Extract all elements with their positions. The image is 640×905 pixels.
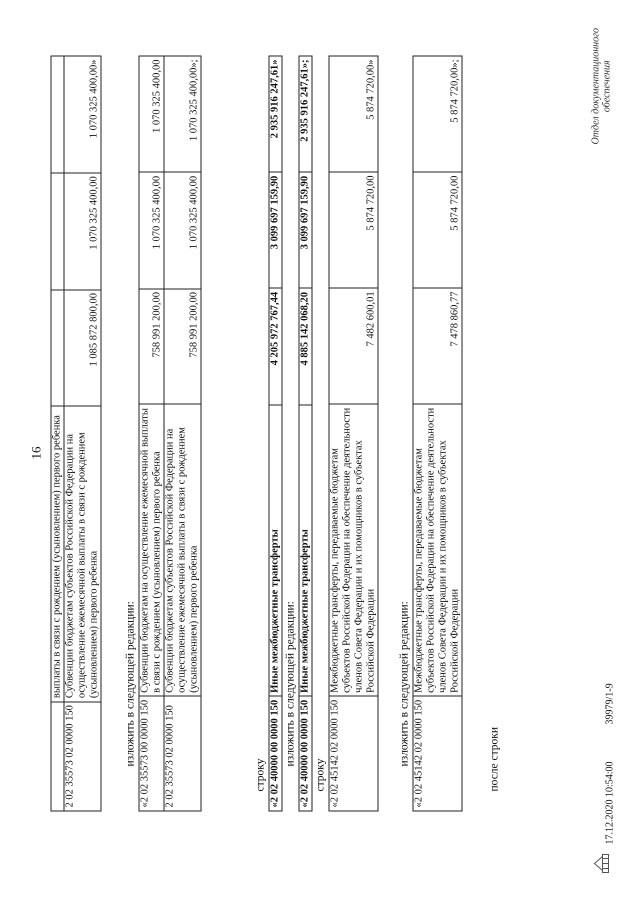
value-cell: 2 935 916 247,61» <box>269 56 282 172</box>
value-cell: 1 070 325 400,00 <box>164 172 201 288</box>
value-cell: 3 099 697 159,90 <box>269 172 282 288</box>
value-cell <box>51 290 64 407</box>
value-cell: 3 099 697 159,90 <box>299 172 312 288</box>
instruction-label: изложить в следующей редакции: <box>124 601 136 767</box>
value-cell: 758 991 200,00 <box>164 289 201 405</box>
table-other-transfers-new <box>298 56 312 812</box>
value-cell: 1 085 872 800,00 <box>64 290 101 407</box>
footer-datetime: 17.12.2020 10:54:00 <box>604 761 615 845</box>
table-federation-council-transfers <box>328 56 378 812</box>
value-cell: 1 070 325 400,00 <box>64 173 101 290</box>
value-cell: 4 885 142 068,20 <box>299 288 312 404</box>
code-cell: «2 02 40000 00 0000 150 <box>269 696 282 811</box>
name-cell: Субвенции бюджетам субъектов Российской Федерации на осуществление ежемесячной выплаты в связи с рождением (усыновлением) первого ребенка <box>164 404 201 696</box>
table-row <box>299 56 312 811</box>
code-cell: «2 02 45142 02 0000 150 <box>413 696 462 811</box>
value-cell: 758 991 200,00 <box>139 289 164 405</box>
value-cell: 7 482 600,01 <box>329 288 378 404</box>
value-cell: 5 874 720,00»; <box>413 56 462 172</box>
value-cell: 7 478 860,77 <box>413 288 462 404</box>
instruction-label: изложить в следующей редакции: <box>398 601 410 767</box>
name-cell: Субвенции бюджетам на осуществление ежемесячной выплаты в связи с рождением (усыновлением) первого ребенка <box>139 404 164 696</box>
table-row <box>139 56 164 811</box>
stamp-line: обеспечения <box>601 60 612 113</box>
code-cell: «2 02 40000 00 0000 150 <box>299 696 312 811</box>
table-row <box>64 56 101 811</box>
department-stamp <box>590 28 612 145</box>
instruction-label: строку <box>254 758 266 792</box>
name-cell: Межбюджетные трансферты, передаваемые бюджетам субъектов Российской Федерации на обеспечение деятельности членов Совета Федерации и их помощников в субъектах Российской Федерации <box>413 404 462 697</box>
instruction-label: строку <box>314 758 326 792</box>
table-continuation <box>50 56 101 812</box>
stamp-line: Отдел документационного <box>590 27 601 145</box>
code-cell: «2 02 35573 00 0000 150 <box>139 696 164 811</box>
instruction-label: изложить в следующей редакции: <box>284 601 296 767</box>
code-cell: 2 02 35573 02 0000 150 <box>164 696 201 811</box>
table-row <box>164 56 201 811</box>
value-cell: 5 874 720,00 <box>329 172 378 288</box>
value-cell: 4 205 972 767,44 <box>269 288 282 404</box>
value-cell: 1 070 325 400,00»; <box>164 56 201 172</box>
emblem-icon <box>590 853 612 875</box>
code-cell: «2 02 45142 02 0000 150 <box>329 696 378 811</box>
name-cell: Иные межбюджетные трансферты <box>299 405 312 697</box>
value-cell: 2 935 916 247,61»; <box>299 56 312 172</box>
instruction-label: после строки <box>488 726 500 792</box>
table-federation-council-transfers-new <box>412 56 462 812</box>
table-row <box>329 56 378 811</box>
value-cell <box>51 56 64 173</box>
name-cell: Субвенции бюджетам субъектов Российской Федерации на осуществление ежемесячной выплаты в связи с рождением (усыновлением) первого ребенка <box>64 406 101 701</box>
table-row <box>51 56 64 811</box>
page-number: 16 <box>28 446 43 460</box>
table-row <box>269 56 282 811</box>
value-cell: 5 874 720,00 <box>413 172 462 288</box>
table-row <box>413 56 462 811</box>
code-cell <box>51 702 64 811</box>
value-cell: 5 874 720,00» <box>329 56 378 172</box>
footer-doc-id: 39979/1-9 <box>604 683 615 725</box>
table-new-revision-subventions <box>138 56 201 812</box>
code-cell: 2 02 35573 02 0000 150 <box>64 702 101 811</box>
value-cell: 1 070 325 400,00» <box>64 56 101 173</box>
name-cell: Межбюджетные трансферты, передаваемые бюджетам субъектов Российской Федерации на обеспечение деятельности членов Совета Федерации и их помощников в субъектах Российской Федерации <box>329 404 378 697</box>
table-other-transfers <box>268 56 282 812</box>
value-cell <box>51 173 64 290</box>
name-cell: Иные межбюджетные трансферты <box>269 405 282 697</box>
name-cell: выплаты в связи с рождением (усыновлением) первого ребенка <box>51 406 64 701</box>
value-cell: 1 070 325 400,00 <box>139 56 164 172</box>
value-cell: 1 070 325 400,00 <box>139 172 164 288</box>
